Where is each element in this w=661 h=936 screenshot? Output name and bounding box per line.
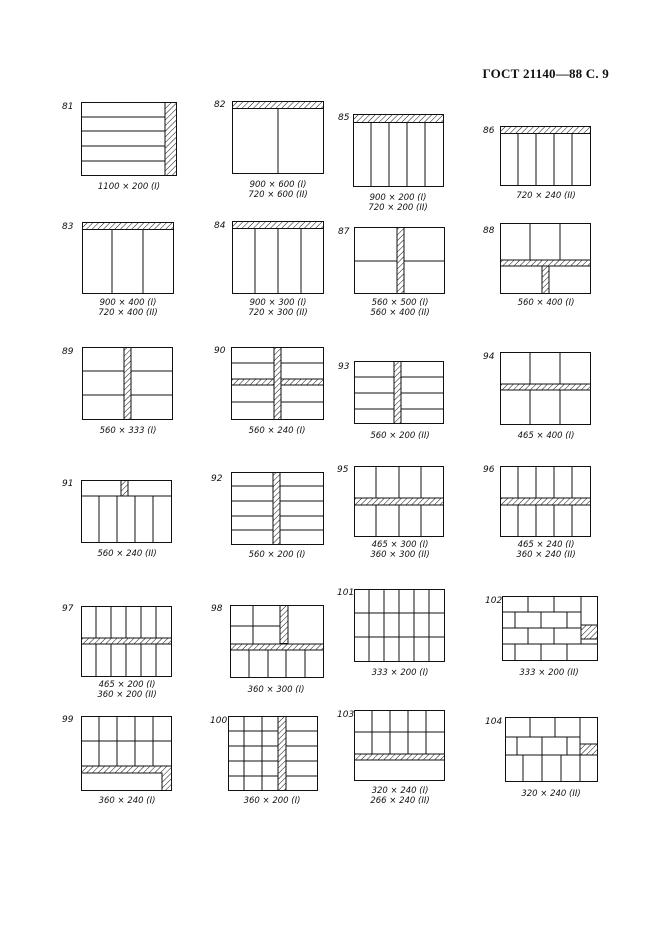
diagram-number: 104 bbox=[485, 717, 503, 727]
diagram-number: 103 bbox=[337, 710, 355, 720]
layout-drawing bbox=[231, 472, 324, 545]
diagram-caption: 360 × 300 (II) bbox=[370, 550, 430, 560]
diagram-caption: 465 × 240 (I) bbox=[517, 540, 575, 550]
diagram-caption: 266 × 240 (II) bbox=[370, 796, 430, 806]
diagram-caption: 720 × 200 (II) bbox=[368, 203, 428, 213]
layout-drawing bbox=[353, 114, 444, 187]
diagram-number: 84 bbox=[214, 221, 226, 231]
diagram-caption: 560 × 400 (I) bbox=[517, 298, 575, 308]
diagram-number: 87 bbox=[338, 227, 350, 237]
diagram-caption: 560 × 500 (I) bbox=[371, 298, 429, 308]
diagram-caption: 465 × 200 (I) bbox=[98, 680, 156, 690]
diagram-caption: 360 × 240 (I) bbox=[98, 796, 156, 806]
layout-drawing bbox=[232, 101, 324, 174]
diagram-93 bbox=[354, 361, 444, 424]
layout-drawing bbox=[500, 466, 591, 537]
diagram-caption: 465 × 300 (I) bbox=[371, 540, 429, 550]
layout-drawing bbox=[232, 221, 324, 294]
layout-drawing bbox=[231, 347, 324, 420]
diagram-caption: 900 × 300 (I) bbox=[249, 298, 307, 308]
diagram-number: 81 bbox=[62, 102, 74, 112]
diagram-number: 88 bbox=[483, 226, 495, 236]
diagram-number: 97 bbox=[62, 604, 74, 614]
diagram-82 bbox=[232, 101, 324, 174]
diagram-91 bbox=[81, 480, 172, 543]
diagram-caption: 720 × 240 (II) bbox=[516, 191, 576, 201]
diagram-caption: 900 × 200 (I) bbox=[369, 193, 427, 203]
diagram-87 bbox=[354, 227, 445, 294]
layout-drawing bbox=[500, 352, 591, 425]
diagram-number: 94 bbox=[483, 352, 495, 362]
diagram-number: 99 bbox=[62, 715, 74, 725]
diagram-83 bbox=[82, 222, 174, 294]
diagram-94 bbox=[500, 352, 591, 425]
diagram-caption: 560 × 200 (I) bbox=[248, 550, 306, 560]
diagram-85 bbox=[353, 114, 444, 187]
diagram-number: 91 bbox=[62, 479, 74, 489]
diagram-caption: 360 × 300 (I) bbox=[247, 685, 305, 695]
diagram-caption: 360 × 200 (II) bbox=[97, 690, 157, 700]
diagram-caption: 560 × 200 (II) bbox=[370, 431, 430, 441]
diagram-caption: 360 × 200 (I) bbox=[243, 796, 301, 806]
diagram-caption: 320 × 240 (II) bbox=[521, 789, 581, 799]
diagram-caption: 560 × 240 (II) bbox=[97, 549, 157, 559]
layout-drawing bbox=[81, 716, 172, 791]
layout-drawing bbox=[82, 347, 173, 420]
diagram-86 bbox=[500, 126, 591, 186]
diagram-number: 100 bbox=[210, 716, 228, 726]
diagram-caption: 560 × 333 (I) bbox=[99, 426, 157, 436]
diagram-99 bbox=[81, 716, 172, 791]
diagram-number: 96 bbox=[483, 465, 495, 475]
diagram-98 bbox=[230, 605, 324, 678]
layout-drawing bbox=[82, 222, 174, 294]
diagram-number: 82 bbox=[214, 100, 226, 110]
diagram-89 bbox=[82, 347, 173, 420]
layout-drawing bbox=[228, 716, 318, 791]
diagram-caption: 900 × 400 (I) bbox=[99, 298, 157, 308]
diagram-104 bbox=[505, 717, 598, 782]
layout-drawing bbox=[81, 102, 177, 176]
diagram-100 bbox=[228, 716, 318, 791]
diagram-number: 101 bbox=[337, 588, 355, 598]
diagram-102 bbox=[502, 596, 598, 661]
diagram-90 bbox=[231, 347, 324, 420]
layout-drawing bbox=[230, 605, 324, 678]
diagram-caption: 465 × 400 (I) bbox=[517, 431, 575, 441]
diagram-81 bbox=[81, 102, 177, 176]
diagram-88 bbox=[500, 223, 591, 294]
diagram-caption: 333 × 200 (I) bbox=[371, 668, 429, 678]
layout-drawing bbox=[81, 606, 172, 677]
diagram-caption: 900 × 600 (I) bbox=[249, 180, 307, 190]
layout-drawing bbox=[354, 589, 445, 662]
layout-drawing bbox=[354, 227, 445, 294]
diagram-number: 92 bbox=[211, 474, 223, 484]
layout-drawing bbox=[81, 480, 172, 543]
diagram-caption: 720 × 600 (II) bbox=[248, 190, 308, 200]
diagram-97 bbox=[81, 606, 172, 677]
diagram-caption: 333 × 200 (II) bbox=[519, 668, 579, 678]
diagram-caption: 320 × 240 (I) bbox=[371, 786, 429, 796]
diagram-number: 93 bbox=[338, 362, 350, 372]
diagram-caption: 720 × 300 (II) bbox=[248, 308, 308, 318]
diagram-caption: 720 × 400 (II) bbox=[98, 308, 158, 318]
layout-drawing bbox=[500, 223, 591, 294]
diagram-92 bbox=[231, 472, 324, 545]
diagram-number: 90 bbox=[214, 346, 226, 356]
diagram-number: 85 bbox=[338, 113, 350, 123]
page-header: ГОСТ 21140—88 С. 9 bbox=[482, 66, 609, 81]
layout-drawing bbox=[505, 717, 598, 782]
layout-drawing bbox=[502, 596, 598, 661]
diagram-number: 86 bbox=[483, 126, 495, 136]
diagram-number: 83 bbox=[62, 222, 74, 232]
diagram-number: 95 bbox=[337, 465, 349, 475]
layout-drawing bbox=[500, 126, 591, 186]
layout-drawing bbox=[354, 466, 444, 537]
diagram-103 bbox=[354, 710, 445, 781]
diagram-caption: 1100 × 200 (I) bbox=[97, 182, 161, 192]
diagram-number: 98 bbox=[211, 604, 223, 614]
diagram-95 bbox=[354, 466, 444, 537]
diagram-96 bbox=[500, 466, 591, 537]
diagram-caption: 360 × 240 (II) bbox=[516, 550, 576, 560]
diagram-caption: 560 × 240 (I) bbox=[248, 426, 306, 436]
diagram-84 bbox=[232, 221, 324, 294]
diagram-number: 102 bbox=[485, 596, 503, 606]
diagram-caption: 560 × 400 (II) bbox=[370, 308, 430, 318]
diagram-number: 89 bbox=[62, 347, 74, 357]
layout-drawing bbox=[354, 361, 444, 424]
layout-drawing bbox=[354, 710, 445, 781]
diagram-101 bbox=[354, 589, 445, 662]
